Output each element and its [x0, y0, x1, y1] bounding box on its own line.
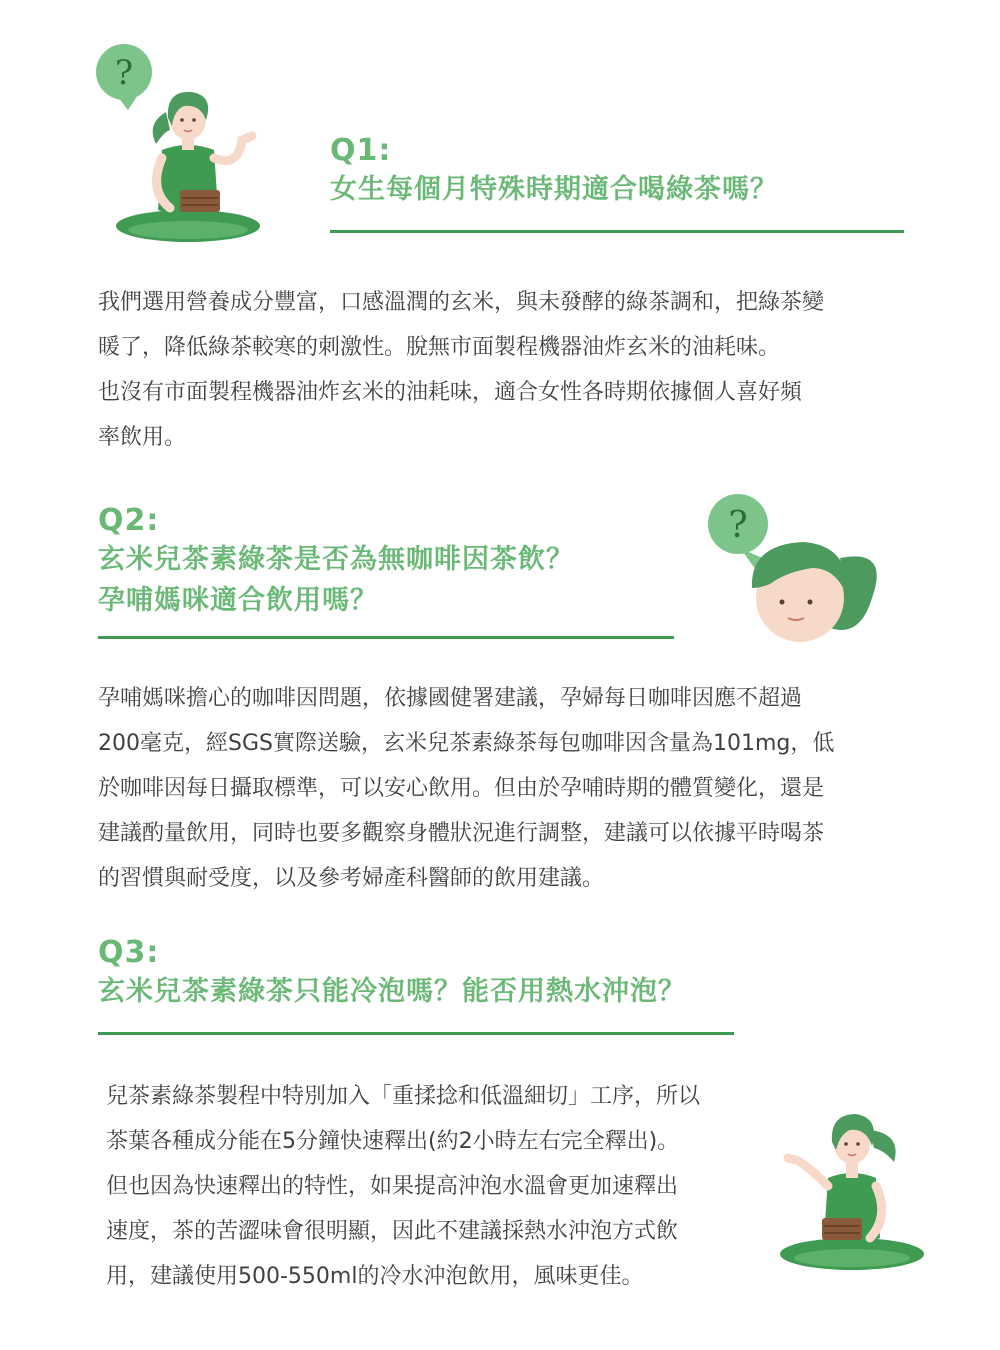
q3-answer-line: 用，建議使用500-550ml的冷水沖泡飲用，風味更佳。	[106, 1264, 644, 1289]
q2-answer-line: 的習慣與耐受度，以及參考婦產科醫師的飲用建議。	[98, 866, 605, 891]
q1-answer-line: 我們選用營養成分豐富，口感溫潤的玄米，與未發酵的綠茶調和，把綠茶變	[98, 290, 825, 315]
q3-label: Q3:	[98, 935, 160, 970]
q2-title-line: 玄米兒茶素綠茶是否為無咖啡因茶飲？	[98, 543, 574, 575]
q1-illustration	[92, 40, 282, 250]
q1-answer-line: 率飲用。	[98, 425, 187, 450]
q2-answer-line: 200毫克，經SGS實際送驗，玄米兒茶素綠茶每包咖啡因含量為101mg，低	[98, 731, 835, 756]
q1-heading	[330, 134, 910, 210]
q2-illustration	[700, 488, 900, 648]
q3-divider	[98, 1032, 734, 1035]
q3-answer-line: 兒茶素綠茶製程中特別加入「重揉捻和低溫細切」工序，所以	[106, 1084, 701, 1109]
meditating-woman-illustration	[92, 40, 282, 250]
svg-text:?: ?	[728, 505, 748, 546]
q1-label: Q1:	[330, 133, 392, 168]
question-mark-icon	[96, 44, 152, 110]
q3-answer-line: 茶葉各種成分能在5分鐘快速釋出(約2小時左右完全釋出)。	[106, 1129, 680, 1154]
q1-answer-line: 也沒有市面製程機器油炸玄米的油耗味，適合女性各時期依據個人喜好頻	[98, 380, 803, 405]
q3-answer-line: 但也因為快速釋出的特性，如果提高沖泡水溫會更加速釋出	[106, 1174, 679, 1199]
q1-title: 女生每個月特殊時期適合喝綠茶嗎？	[330, 173, 778, 205]
q3-illustration	[770, 1100, 940, 1280]
meditating-woman-illustration	[770, 1100, 940, 1280]
q2-title-line: 孕哺媽咪適合飲用嗎？	[98, 585, 378, 617]
q1-answer	[98, 280, 908, 460]
q2-divider	[98, 636, 674, 639]
q2-answer-line: 建議酌量飲用，同時也要多觀察身體狀況進行調整，建議可以依據平時喝茶	[98, 821, 825, 846]
q3-answer	[106, 1074, 766, 1299]
q3-answer-line: 速度，茶的苦澀味會很明顯，因此不建議採熱水沖泡方式飲	[106, 1219, 679, 1244]
q2-heading	[98, 504, 718, 622]
q2-label: Q2:	[98, 503, 160, 538]
woman-face-illustration	[700, 488, 900, 648]
q2-answer	[98, 676, 918, 901]
q1-divider	[330, 230, 904, 233]
q3-title: 玄米兒茶素綠茶只能冷泡嗎？能否用熱水沖泡？	[98, 975, 686, 1007]
q3-heading	[98, 936, 798, 1012]
svg-text:?: ?	[114, 53, 134, 93]
q1-answer-line: 暖了，降低綠茶較寒的刺激性。脫無市面製程機器油炸玄米的油耗味。	[98, 335, 781, 360]
question-mark-icon	[708, 494, 768, 570]
q2-answer-line: 孕哺媽咪擔心的咖啡因問題，依據國健署建議，孕婦每日咖啡因應不超過	[98, 686, 803, 711]
q2-answer-line: 於咖啡因每日攝取標準，可以安心飲用。但由於孕哺時期的體質變化，還是	[98, 776, 825, 801]
